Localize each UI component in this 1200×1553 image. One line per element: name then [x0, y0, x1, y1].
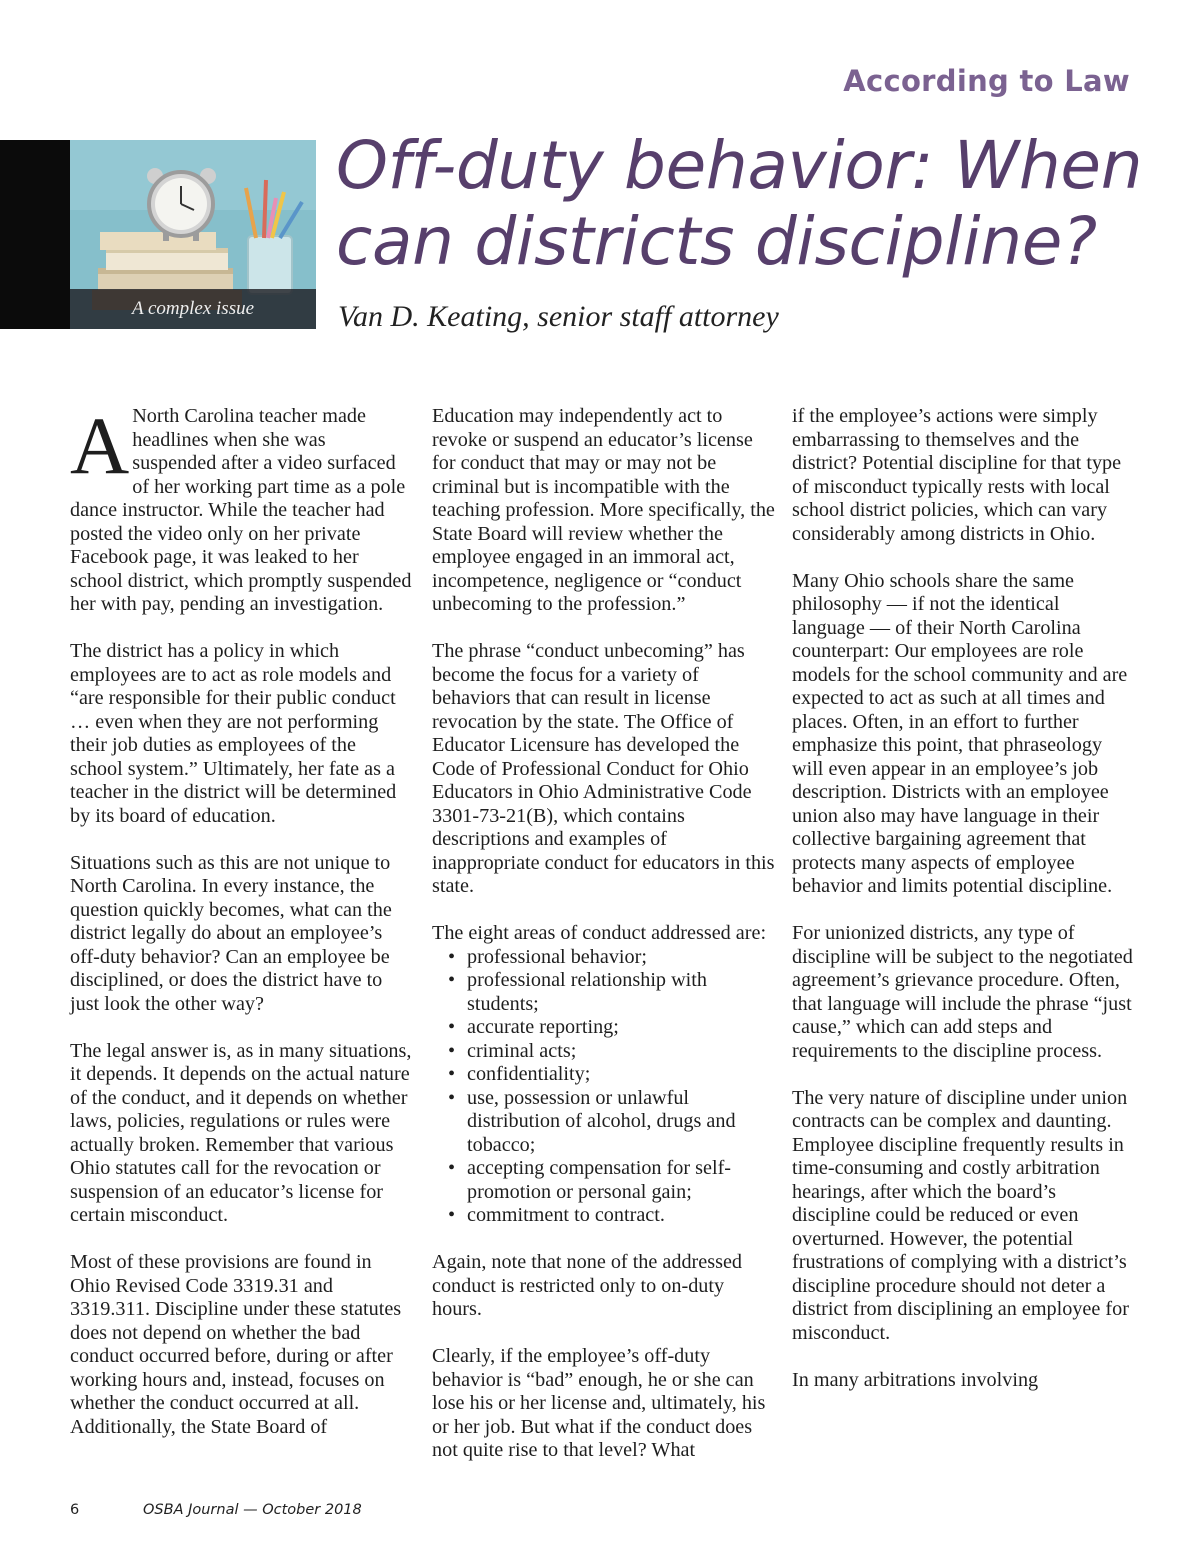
article-paragraph: Clearly, if the employee’s off-duty behavior is “bad” enough, he or she can lose his or her license and, ultimately, his or her job. But what if the conduct does not quite rise to that level? What [432, 1345, 766, 1461]
list-item: • confidentiality; [432, 1063, 777, 1087]
article-paragraph: The phrase “conduct unbecoming” has become the focus for a variety of behaviors that can result in license revocation by the state. The Office of Educator Licensure has developed the Code of Professional Conduct for Ohio Educators in Ohio Administrative Code 3301-73-21(B), which contains descriptions and examples of inappropriate conduct for educators in this state. [432, 640, 775, 897]
drop-cap: A [70, 400, 130, 491]
article-paragraph: Most of these provisions are found in Ohio Revised Code 3319.31 and 3319.311. Discipline under these statutes does not depend on whether the bad conduct occurred before, during or after working hours and, instead, focuses on whether the conduct occurred at all. Additionally, the State Board of [70, 1251, 402, 1438]
list-item: • professional relationship with students; [432, 969, 777, 1016]
article-paragraph: if the employee’s actions were simply embarrassing to themselves and the district? Potential discipline for that type of misconduct typically rests with local school district policies, which can vary considerably among districts in Ohio. [792, 405, 1122, 545]
list-item: • accurate reporting; [432, 1016, 777, 1040]
section-label: According to Law [843, 64, 1130, 98]
article-paragraph: The very nature of discipline under union contracts can be complex and daunting. Employee discipline frequently results in time-consuming and costly arbitration hearings, after which the board’s discipline could be reduced or even overturned. However, the potential frustrations of complying with a district’s discipline procedure should not deter a district from disciplining an employee for misconduct. [792, 1086, 1129, 1344]
list-item: • commitment to contract. [432, 1204, 777, 1228]
list-item: • use, possession or unlawful distribution of alcohol, drugs and tobacco; [432, 1087, 777, 1158]
article-column-2 [432, 405, 777, 1486]
article-paragraph: Again, note that none of the addressed conduct is restricted only to on-duty hours. [432, 1251, 743, 1320]
article-paragraph: Situations such as this are not unique to North Carolina. In every instance, the question quickly becomes, what can the district legally do about an employee’s off-duty behavior? Can an employee be disciplined, or does the district have to just look the other way? [70, 851, 392, 1015]
article-paragraph: A North Carolina teacher made headlines when she was suspended after a video surfaced of her working part time as a pole dance instructor. While the teacher had posted the video only on her private Facebook page, it was leaked to her school district, which promptly suspended her with pay, pending an investigation. [70, 400, 412, 615]
article-paragraph: Education may independently act to revoke or suspend an educator’s license for conduct that may or may not be criminal but is incompatible with the teaching profession. More specifically, the State Board will review whether the employee engaged in an immoral act, incompetence, negligence or “conduct unbecoming to the profession.” [432, 405, 775, 615]
article-paragraph: The district has a policy in which employees are to act as role models and “are responsible for their public conduct … even when they are not performing their job duties as employees of the school system.” Ultimately, her fate as a teacher in the district will be determined by its board of education. [70, 640, 397, 827]
conduct-list [432, 946, 777, 1228]
article-paragraph: The legal answer is, as in many situations, it depends. It depends on the actual nature of the conduct, and it depends on whether laws, policies, regulations or rules were actually broken. Remember that various Ohio statutes call for the revocation or suspension of an educator’s license for certain misconduct. [70, 1039, 412, 1226]
photo-caption: A complex issue [70, 289, 316, 329]
article-paragraph: Many Ohio schools share the same philosophy — if not the identical language — of their North Carolina counterpart: Our employees are role models for the school community and are expected to act as such at all times and places. Often, in an effort to further emphasize this point, that phraseology will even appear in an employee’s job description. Districts with an employee union also may have language in their collective bargaining agreement that protects many aspects of employee behavior and limits potential discipline. [792, 569, 1128, 897]
article-photo [70, 140, 316, 329]
list-item: • professional behavior; [432, 946, 777, 970]
list-item: • accepting compensation for self-promotion or personal gain; [432, 1157, 777, 1204]
journal-issue: OSBA Journal — October 2018 [143, 1502, 362, 1518]
page-number: 6 [70, 1502, 80, 1518]
article-paragraph: For unionized districts, any type of discipline will be subject to the negotiated agreement’s grievance procedure. Often, that language will include the phrase “just cause,” which can add steps and requirements to the discipline process. [792, 922, 1133, 1062]
article-title: Off-duty behavior: When can districts discipline? [336, 127, 1143, 280]
decorative-bar [0, 140, 70, 329]
article-byline: Van D. Keating, senior staff attorney [338, 300, 779, 333]
list-intro: The eight areas of conduct addressed are: [432, 922, 767, 944]
article-column-3 [792, 405, 1137, 1416]
article-paragraph: In many arbitrations involving [792, 1368, 1039, 1391]
list-item: • criminal acts; [432, 1040, 777, 1064]
article-column-1 [70, 400, 412, 1463]
